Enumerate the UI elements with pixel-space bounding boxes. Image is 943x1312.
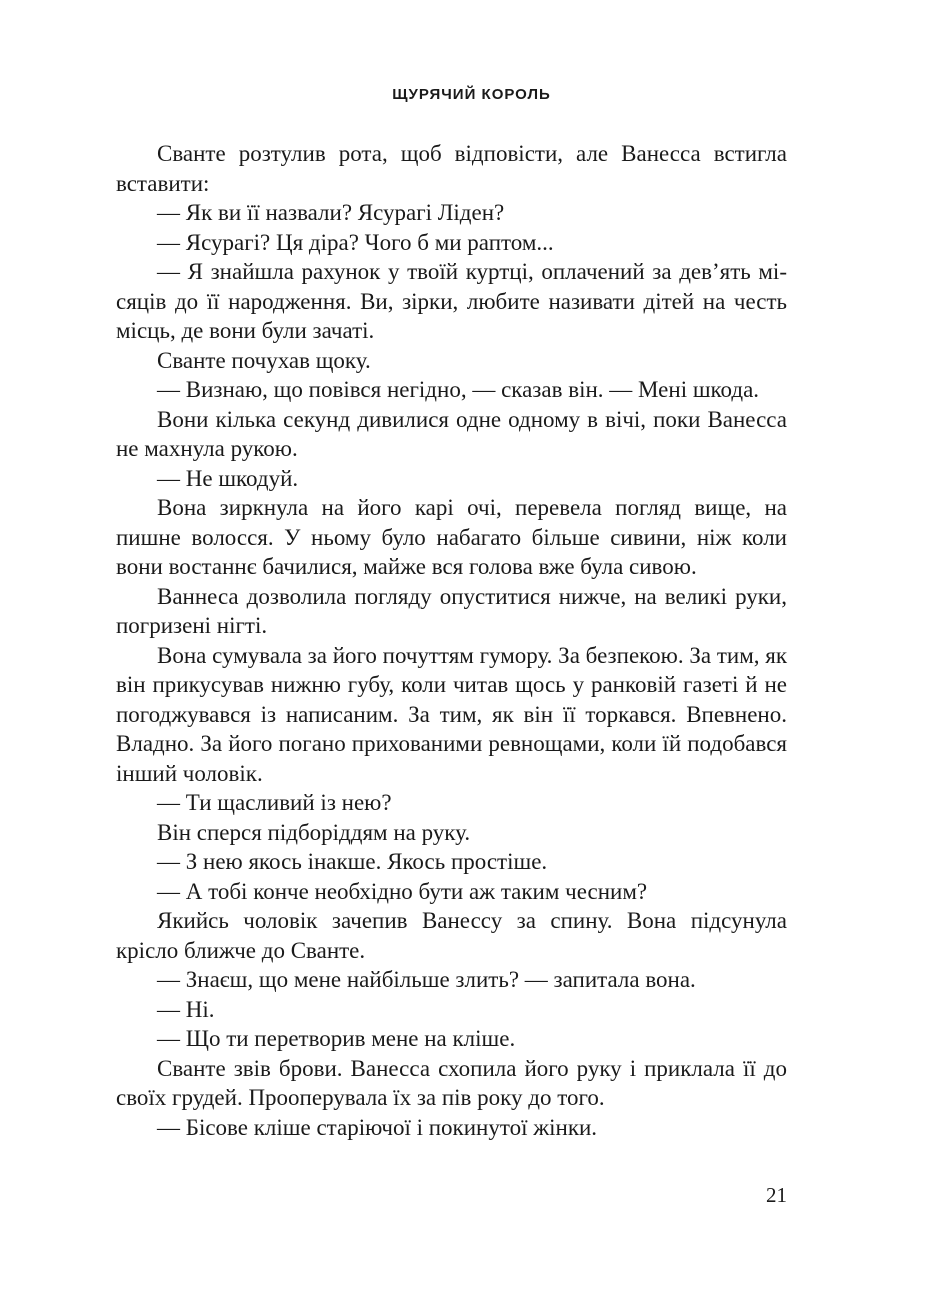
- paragraph: — Ні.: [157, 996, 215, 1022]
- paragraph: Сванте звів брови. Ванесса схопила його руку і приклала її до своїх грудей. Прооперувала їх за пів року до того.: [116, 1055, 787, 1110]
- paragraph: Сванте розтулив рота, щоб відповісти, але Ванесса встигла вставити:: [116, 141, 787, 196]
- paragraph: — А тобі конче необхідно бути аж таким чесним?: [157, 878, 648, 904]
- paragraph: — Ясурагі? Ця діра? Чого б ми раптом...: [157, 229, 554, 255]
- page-number: 21: [766, 1183, 787, 1207]
- paragraph: — Визнаю, що повівся негідно, — сказав він. — Мені шкода.: [157, 377, 760, 402]
- paragraph: — Я знайшла рахунок у твоїй куртці, оплачений за дев’ять місяців до її народження. Ви, зірки, любите називати дітей на честь місць, де вони були зачаті.: [116, 259, 787, 343]
- paragraph: — Як ви її назвали? Ясурагі Ліден?: [157, 200, 505, 225]
- body-text: [116, 139, 787, 1142]
- paragraph: Вона зиркнула на його карі очі, перевела погляд вище, на пишне волосся. У ньому було набагато більше сивини, ніж коли вони востаннє бачилися, майже вся голова вже була сивою.: [116, 495, 787, 579]
- paragraph: — Не шкодуй.: [157, 465, 299, 491]
- paragraph: — З нею якось інакше. Якось простіше.: [157, 849, 548, 874]
- paragraph: Сванте почухав щоку.: [157, 347, 371, 373]
- paragraph: Він сперся підборіддям на руку.: [157, 819, 471, 845]
- paragraph: — Знаєш, що мене найбільше злить? — запитала вона.: [157, 967, 696, 992]
- paragraph: Якийсь чоловік зачепив Ванессу за спину. Вона підсунула крісло ближче до Сванте.: [116, 908, 787, 963]
- paragraph: — Що ти перетворив мене на кліше.: [157, 1026, 516, 1051]
- paragraph: — Ти щасливий із нею?: [157, 790, 392, 815]
- paragraph: Вони кілька секунд дивилися одне одному в вічі, поки Ванесса не махнула рукою.: [116, 406, 787, 461]
- paragraph: Вона сумувала за його почуттям гумору. За безпекою. За тим, як він прикусував нижню губу, коли читав щось у ранковій газеті й не погоджувався із написаним. За тим, як він її торкався. Впевнено. Владно. За його погано прихованими ревнощами, коли їй подобався інший чоловік.: [116, 642, 787, 786]
- running-head: ЩУРЯЧИЙ КОРОЛЬ: [392, 86, 551, 103]
- paragraph: — Бісове кліше старіючої і покинутої жінки.: [157, 1114, 598, 1140]
- paragraph: Ваннеса дозволила погляду опуститися нижче, на великі руки, погризені нігті.: [116, 583, 787, 638]
